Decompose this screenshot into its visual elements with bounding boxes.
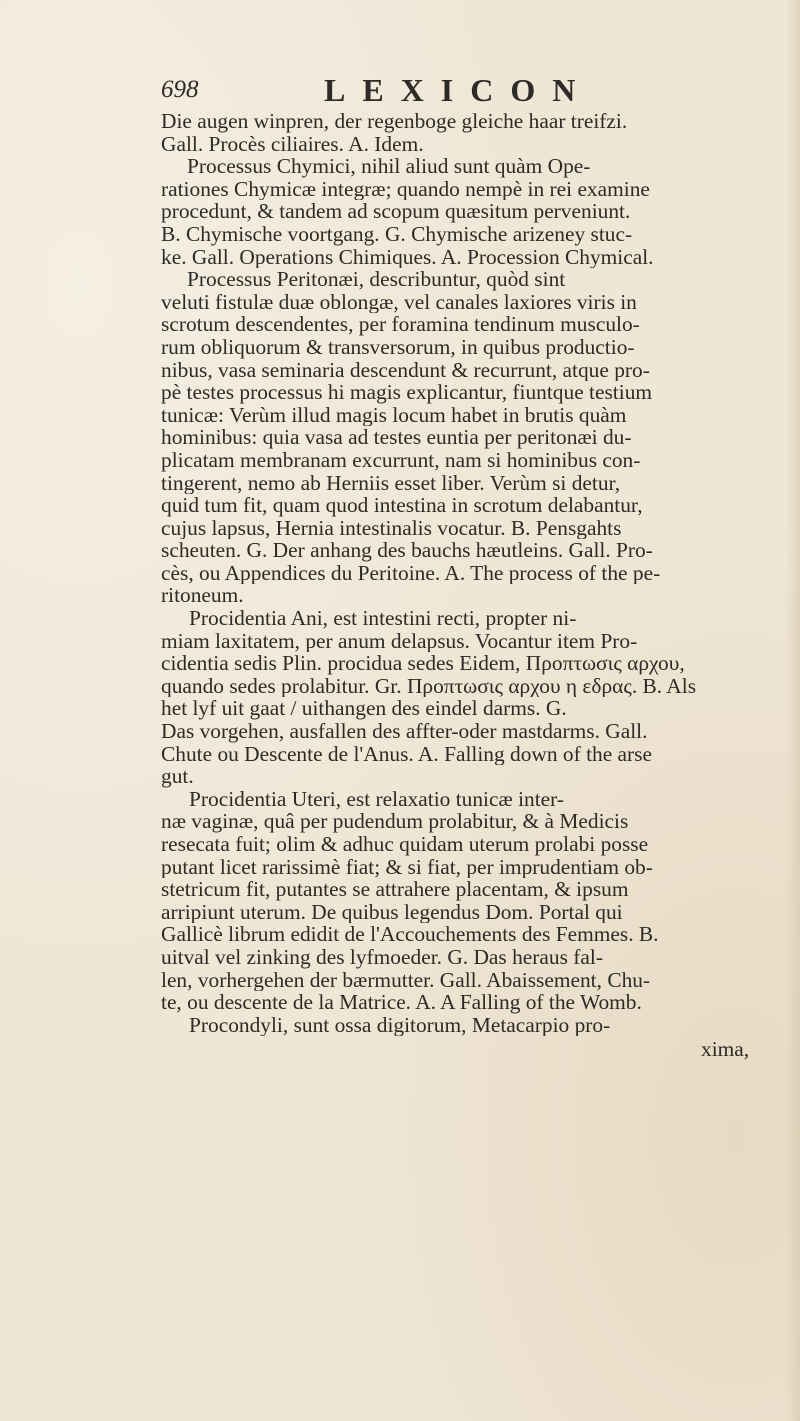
text-line: procedunt, & tandem ad scopum quæsitum perveniunt. — [161, 200, 631, 223]
catchword: xima, — [701, 1038, 750, 1061]
text-line: resecata fuit; olim & adhuc quidam uterum prolabi posse — [161, 833, 649, 856]
entry-heading-line: Processus Chymici, nihil aliud sunt quàm Ope- — [187, 155, 591, 178]
text-line: Chute ou Descente de l'Anus. A. Falling down of the arse — [161, 742, 652, 766]
text-line: tingerent, nemo ab Herniis esset liber. Verùm si detur, — [161, 471, 621, 495]
text-line: te, ou descente de la Matrice. A. A Falling of the Womb. — [161, 991, 642, 1014]
text-line: hominibus: quia vasa ad testes euntia per peritonæi du- — [161, 426, 632, 449]
text-line: veluti fistulæ duæ oblongæ, vel canales laxiores viris in — [161, 290, 637, 314]
text-line: scheuten. G. Der anhang des bauchs hæutleins. Gall. Pro- — [161, 539, 653, 562]
text-line: len, vorhergehen der bærmutter. Gall. Abaissement, Chu- — [161, 968, 651, 992]
text-line: B. Chymische voortgang. G. Chymische arizeney stuc- — [161, 222, 633, 246]
text-line: ritoneum. — [161, 584, 244, 608]
text-line: pè testes processus hi magis explicantur, fiuntque testium — [161, 381, 653, 404]
text-line: rationes Chymicæ integræ; quando nempè in rei examine — [161, 177, 650, 201]
text-line: scrotum descendentes, per foramina tendinum musculo- — [161, 313, 640, 336]
text-line: uitval vel zinking des lyfmoeder. G. Das heraus fal- — [161, 945, 603, 969]
entry-heading-line: Procondyli, sunt ossa digitorum, Metacarpio pro- — [189, 1013, 611, 1037]
entry-heading-line: Procidentia Ani, est intestini recti, propter ni- — [189, 607, 577, 630]
text-line: Gall. Procès ciliaires. A. Idem. — [161, 132, 424, 156]
text-line: miam laxitatem, per anum delapsus. Vocantur item Pro- — [161, 629, 638, 653]
text-line: arripiunt uterum. De quibus legendus Dom. Portal qui — [161, 900, 623, 924]
text-line: quando sedes prolabitur. Gr. Προπτωσις αρχου η εδρας. B. Als — [161, 674, 697, 698]
text-line: cès, ou Appendices du Peritoine. A. The process of the pe- — [161, 561, 661, 585]
text-line: cidentia sedis Plin. procidua sedes Eidem, Προπτωσις αρχου, — [161, 652, 685, 675]
text-line: nibus, vasa seminaria descendunt & recurrunt, atque pro- — [161, 358, 650, 382]
text-line: gut. — [161, 765, 194, 788]
entry-heading-line: Procidentia Uteri, est relaxatio tunicæ inter- — [189, 787, 564, 811]
running-head: LEXICON — [324, 72, 593, 108]
text-line: tunicæ: Verùm illud magis locum habet in brutis quàm — [161, 403, 627, 427]
page-header — [161, 72, 761, 108]
page-number: 698 — [161, 76, 199, 103]
text-line: ke. Gall. Operations Chimiques. A. Procession Chymical. — [161, 245, 654, 269]
entry-heading-line: Processus Peritonæi, describuntur, quòd sint — [187, 268, 566, 291]
text-line: het lyf uit gaat / uithangen des eindel darms. G. — [161, 697, 567, 721]
text-line: plicatam membranam excurrunt, nam si hominibus con- — [161, 448, 641, 472]
text-line: stetricum fit, putantes se attrahere placentam, & ipsum — [161, 878, 629, 901]
text-line: cujus lapsus, Hernia intestinalis vocatur. B. Pensgahts — [161, 516, 622, 540]
text-line: quid tum fit, quam quod intestina in scrotum delabantur, — [161, 494, 643, 517]
text-line: næ vaginæ, quâ per pudendum prolabitur, & à Medicis — [161, 810, 629, 833]
text-line: Die augen winpren, der regenboge gleiche haar treifzi. — [161, 110, 628, 133]
text-line: rum obliquorum & transversorum, in quibus productio- — [161, 335, 635, 359]
text-line: putant licet rarissimè fiat; & si fiat, per imprudentiam ob- — [161, 855, 653, 879]
text-line: Gallicè librum edidit de l'Accouchements des Femmes. B. — [161, 923, 659, 946]
text-line: Das vorgehen, ausfallen des affter-oder mastdarms. Gall. — [161, 720, 648, 743]
body-text — [161, 110, 791, 1061]
